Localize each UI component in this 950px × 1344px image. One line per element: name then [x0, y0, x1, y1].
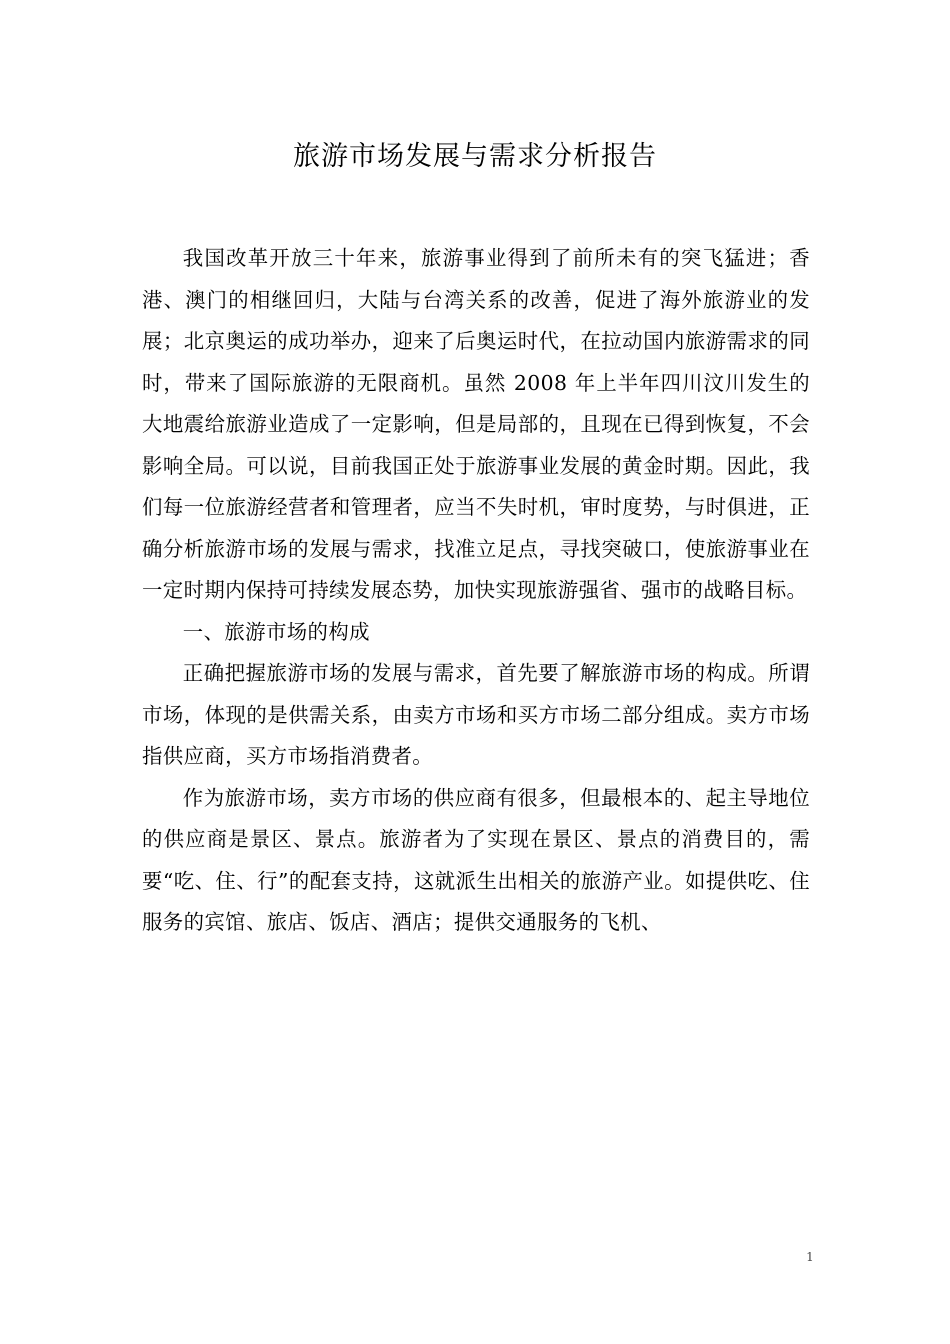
- paragraph-market-composition: 正确把握旅游市场的发展与需求，首先要了解旅游市场的构成。所谓市场，体现的是供需关系，由卖方市场和买方市场二部分组成。卖方市场指供应商，买方市场指消费者。: [142, 661, 810, 768]
- section-heading: 一、旅游市场的构成: [182, 619, 370, 644]
- document-body: [142, 238, 810, 944]
- paragraph-suppliers: 作为旅游市场，卖方市场的供应商有很多，但最根本的、起主导地位的供应商是景区、景点。旅游者为了实现在景区、景点的消费目的，需要“吃、住、行”的配套支持，这就派生出相关的旅游产业。如提供吃、住服务的宾馆、旅店、饭店、酒店；提供交通服务的飞机、: [142, 785, 810, 934]
- paragraph-intro: 我国改革开放三十年来，旅游事业得到了前所未有的突飞猛进；香港、澳门的相继回归，大陆与台湾关系的改善，促进了海外旅游业的发展；北京奥运的成功举办，迎来了后奥运时代，在拉动国内旅游需求的同时，带来了国际旅游的无限商机。虽然 2008 年上半年四川汶川发生的大地震给旅游业造成了一定影响，但是局部的，且现在已得到恢复，不会影响全局。可以说，目前我国正处于旅游事业发展的黄金时期。因此，我们每一位旅游经营者和管理者，应当不失时机，审时度势，与时俱进，正确分析旅游市场的发展与需求，找准立足点，寻找突破口，使旅游事业在一定时期内保持可持续发展态势，加快实现旅游强省、强市的战略目标。: [142, 246, 810, 602]
- page-number: 1: [806, 1250, 814, 1264]
- document-title: 旅游市场发展与需求分析报告: [293, 141, 657, 172]
